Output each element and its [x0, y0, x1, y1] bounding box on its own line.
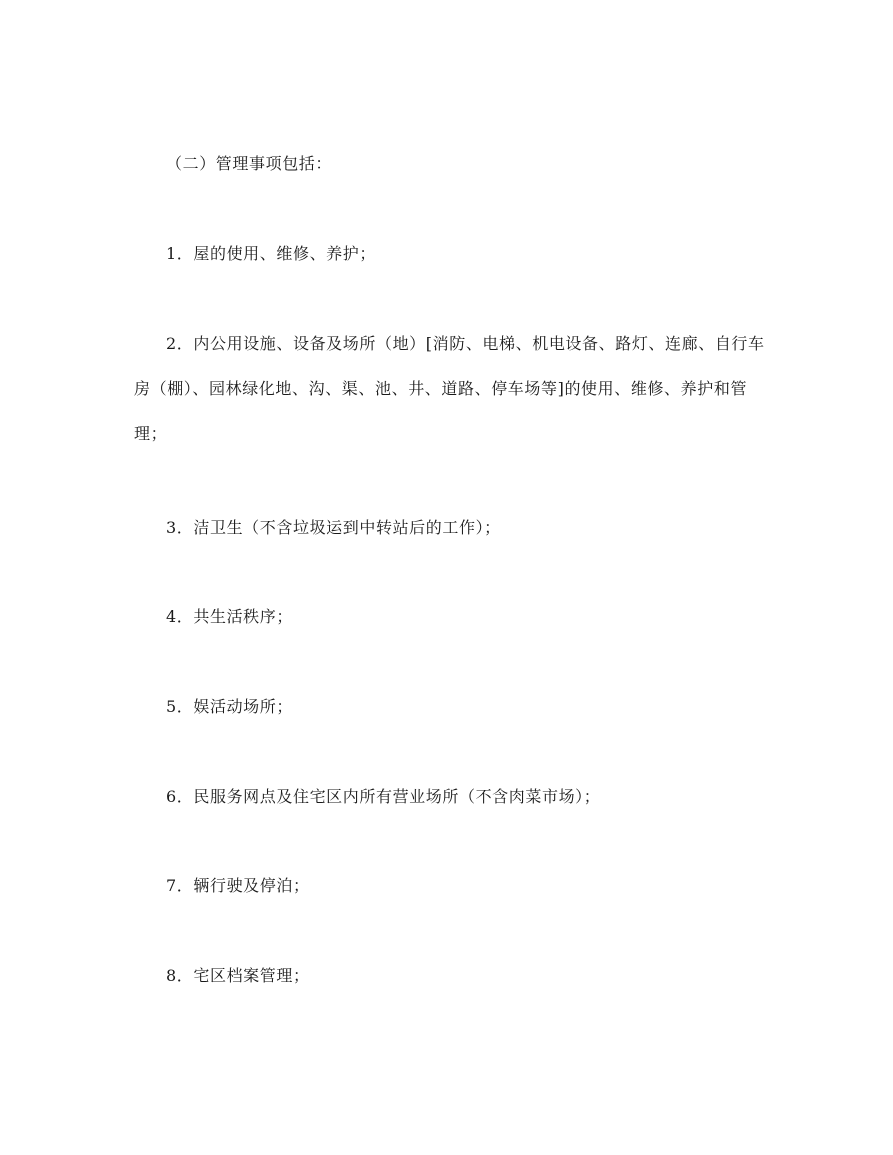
list-item: 3．洁卫生（不含垃圾运到中转站后的工作）；: [166, 518, 501, 537]
list-item: 6．民服务网点及住宅区内所有营业场所（不含肉菜市场）；: [166, 787, 601, 806]
list-item: 5．娱活动场所；: [166, 697, 293, 716]
list-item: 8．宅区档案管理；: [166, 966, 310, 985]
list-item: 7．辆行驶及停泊；: [166, 876, 310, 895]
list-item: 1．屋的使用、维修、养护；: [166, 244, 376, 263]
list-item: 2．内公用设施、设备及场所（地）[消防、电梯、机电设备、路灯、连廊、自行车房（棚）、园林绿化地、沟、渠、池、井、道路、停车场等]的使用、维修、养护和管理；: [134, 334, 765, 443]
list-item: 4．共生活秩序；: [166, 607, 293, 626]
section-heading: （二）管理事项包括：: [166, 154, 333, 173]
